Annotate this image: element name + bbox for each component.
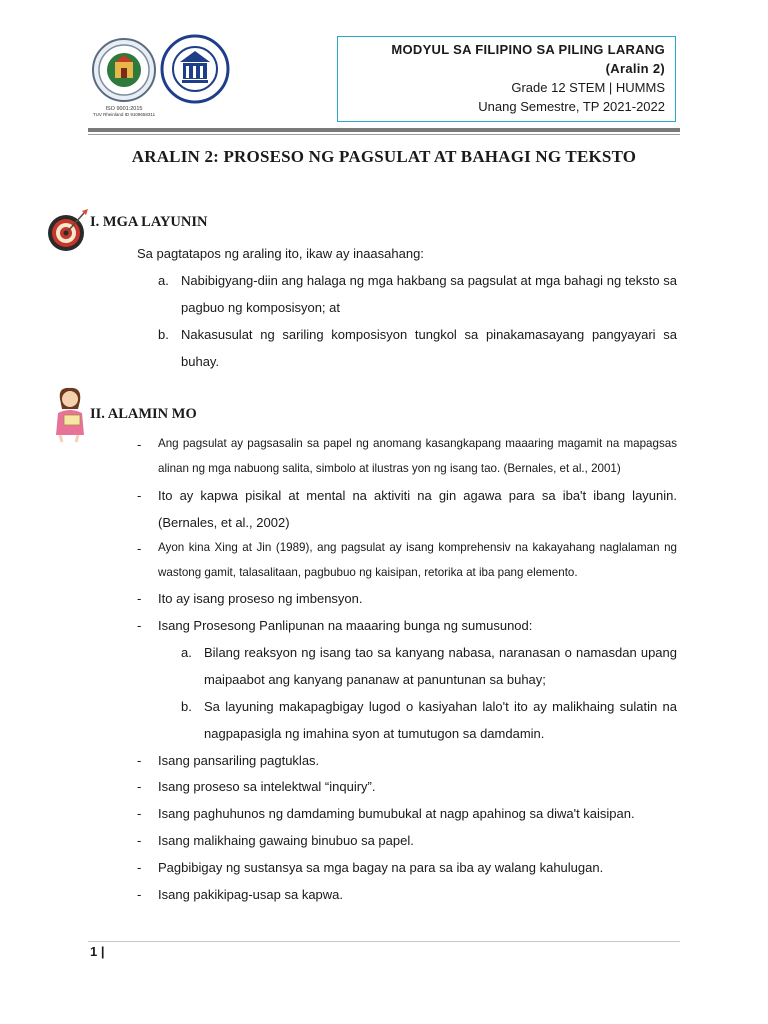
school-seal-logo (88, 36, 160, 118)
bullet-1-line1: Ang pagsulat ay pagsasalin sa papel ng anomang kasangkapang maaaring magamit na mapagsas (158, 437, 677, 450)
list-marker: a. (181, 645, 192, 660)
list-marker: a. (158, 273, 169, 288)
lesson-tag: (Aralin 2) (605, 61, 665, 76)
subitem-b-line2: nagpapasigla ng imahina syon at tumutugon sa damdamin. (204, 726, 545, 741)
semester-info: Unang Semestre, TP 2021-2022 (478, 99, 665, 114)
list-marker: b. (158, 327, 169, 342)
bullet-3-line2: wastong gamit, talasalitaan, pagbubuo ng kaisipan, retorika at iba pang elemento. (158, 566, 578, 579)
bullet-dash: - (137, 618, 142, 633)
dartboard-icon (46, 205, 90, 257)
bullet-dash: - (137, 753, 142, 768)
subitem-a-line1: Bilang reaksyon ng isang tao sa kanyang nabasa, naranasan o namasdan upang (204, 645, 677, 660)
header-divider-thin (88, 134, 680, 135)
objectives-intro: Sa pagtatapos ng araling ito, ikaw ay inaasahang: (137, 246, 424, 261)
bullet-dash: - (137, 541, 142, 556)
bullet-dash: - (137, 833, 142, 848)
subitem-a-line2: maipaabot ang kanyang pananaw at panuntunan sa buhay; (204, 672, 546, 687)
bullet-2-line2: (Bernales, et al., 2002) (158, 515, 290, 530)
lesson-title: ARALIN 2: PROSESO NG PAGSULAT AT BAHAGI NG TEKSTO (131, 147, 637, 166)
university-seal-logo (160, 34, 230, 104)
footer-divider (88, 941, 680, 942)
logo-caption-2: TUV Rheinland ID 9108658311 (92, 112, 156, 117)
bullet-9: Isang malikhaing gawaing binubuo sa papel. (158, 833, 414, 848)
subitem-b-line1: Sa layuning makapagbigay lugod o kasiyahan lalo't ito ay malikhaing sulatin na (204, 699, 677, 714)
module-header-box (337, 36, 676, 122)
bullet-4: Ito ay isang proseso ng imbensyon. (158, 591, 363, 606)
objective-item-a-line2: pagbuo ng komposisyon; at (181, 300, 340, 315)
bullet-dash: - (137, 437, 142, 452)
bullet-8: Isang paghuhunos ng damdaming bumubukal at nagp apahinog sa diwa't kaisipan. (158, 806, 635, 821)
bullet-dash: - (137, 806, 142, 821)
section-heading-alamin: II. ALAMIN MO (90, 406, 197, 422)
reading-woman-icon (50, 385, 90, 443)
bullet-5: Isang Prosesong Panlipunan na maaaring bunga ng sumusunod: (158, 618, 533, 633)
bullet-7: Isang proseso sa intelektwal “inquiry”. (158, 779, 376, 794)
bullet-dash: - (137, 860, 142, 875)
objective-item-b-line2: buhay. (181, 354, 220, 369)
module-title: MODYUL SA FILIPINO SA PILING LARANG (391, 42, 665, 57)
list-marker: b. (181, 699, 192, 714)
bullet-2-line1: Ito ay kapwa pisikal at mental na aktiviti na gin agawa para sa iba't ibang layunin. (158, 488, 677, 503)
section-heading-layunin: I. MGA LAYUNIN (90, 214, 208, 230)
bullet-dash: - (137, 887, 142, 902)
header-divider (88, 128, 680, 132)
bullet-6: Isang pansariling pagtuklas. (158, 753, 320, 768)
bullet-dash: - (137, 488, 142, 503)
bullet-dash: - (137, 591, 142, 606)
objective-item-a-line1: Nabibigyang-diin ang halaga ng mga hakbang sa pagsulat at mga bahagi ng teksto sa (181, 273, 677, 288)
logo-caption-1: ISO 9001:2015 (105, 106, 143, 112)
bullet-1-line2: alinan ng mga nabuong salita, simbolo at ilustras yon ng isang tao. (Bernales, et al., 2001) (158, 462, 621, 475)
grade-strand: Grade 12 STEM | HUMMS (511, 80, 665, 95)
bullet-dash: - (137, 779, 142, 794)
objective-item-b-line1: Nakasusulat ng sariling komposisyon tungkol sa pinakamasayang pangyayari sa (181, 327, 677, 342)
page-number: 1 | (90, 944, 105, 959)
bullet-10: Pagbibigay ng sustansya sa mga bagay na para sa iba ay walang kahulugan. (158, 860, 604, 875)
bullet-11: Isang pakikipag-usap sa kapwa. (158, 887, 344, 902)
bullet-3-line1: Ayon kina Xing at Jin (1989), ang pagsulat ay isang komprehensiv na kakayahang naglalaman ng (158, 541, 677, 554)
